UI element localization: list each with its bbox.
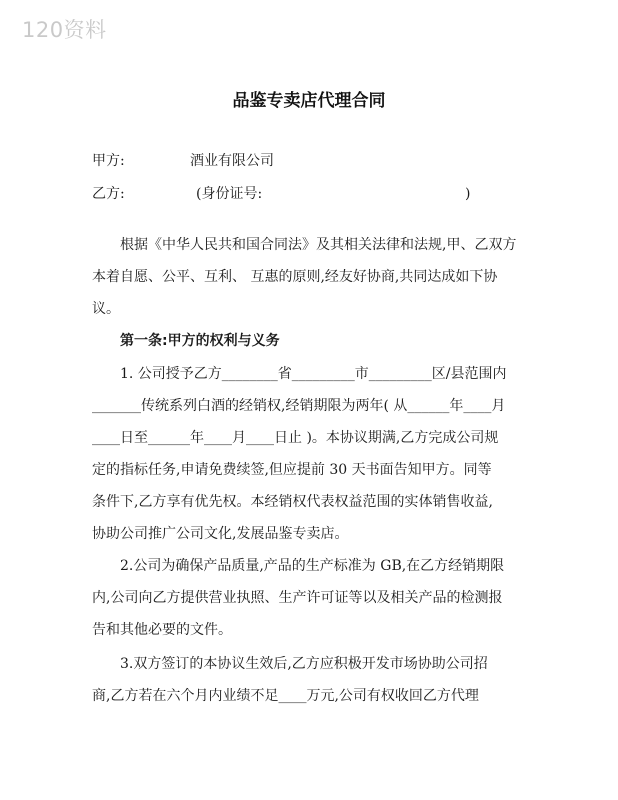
clause1-line: 定的指标任务,申请免费续签,但应提前 30 天书面告知甲方。同等 [92,462,492,478]
clause1-line: 协助公司推广公司文化,发展品鉴专卖店。 [92,526,349,542]
party-b-label: 乙方: [92,186,125,202]
intro-paragraph [92,229,532,325]
intro-line: 议。 [92,301,120,317]
clause2-paragraph [92,550,532,646]
clause1-line: 条件下,乙方享有优先权。本经销权代表权益范围的实体销售收益, [92,494,493,510]
clause2-line: 2.公司为确保产品质量,产品的生产标准为 GB,在乙方经销期限 [120,558,505,574]
clause2-line: 内,公司向乙方提供营业执照、生产许可证等以及相关产品的检测报 [92,590,503,606]
party-b-id-label: (身份证号: [196,186,263,202]
article1-heading: 第一条:甲方的权利与义务 [120,333,280,349]
watermark: 120资料 [22,18,107,42]
clause2-line: 告和其他必要的文件。 [92,622,232,638]
intro-line: 根据《中华人民共和国合同法》及其相关法律和法规,甲、乙双方 [120,237,517,253]
clause1-line: ____日至______年____月____日止 )。本协议期满,乙方完成公司规 [92,430,499,446]
contract-title: 品鉴专卖店代理合同 [232,91,386,111]
clause3-line: 商,乙方若在六个月内业绩不足____万元,公司有权收回乙方代理 [92,688,479,704]
clause1-line: 1. 公司授予乙方________省_________市_________区/县范围内 [120,366,507,382]
clause1-line: _______传统系列白酒的经销权,经销期限为两年( 从______年____月 [92,398,506,414]
clause1-paragraph [92,358,532,550]
clause3-paragraph [92,648,532,712]
party-b-id-close: ) [465,186,471,202]
party-a-value: 酒业有限公司 [190,153,274,169]
intro-line: 本着自愿、公平、互利、 互惠的原则,经友好协商,共同达成如下协 [92,269,498,285]
clause3-line: 3.双方签订的本协议生效后,乙方应积极开发市场协助公司招 [120,656,488,672]
party-a-label: 甲方: [92,153,125,169]
